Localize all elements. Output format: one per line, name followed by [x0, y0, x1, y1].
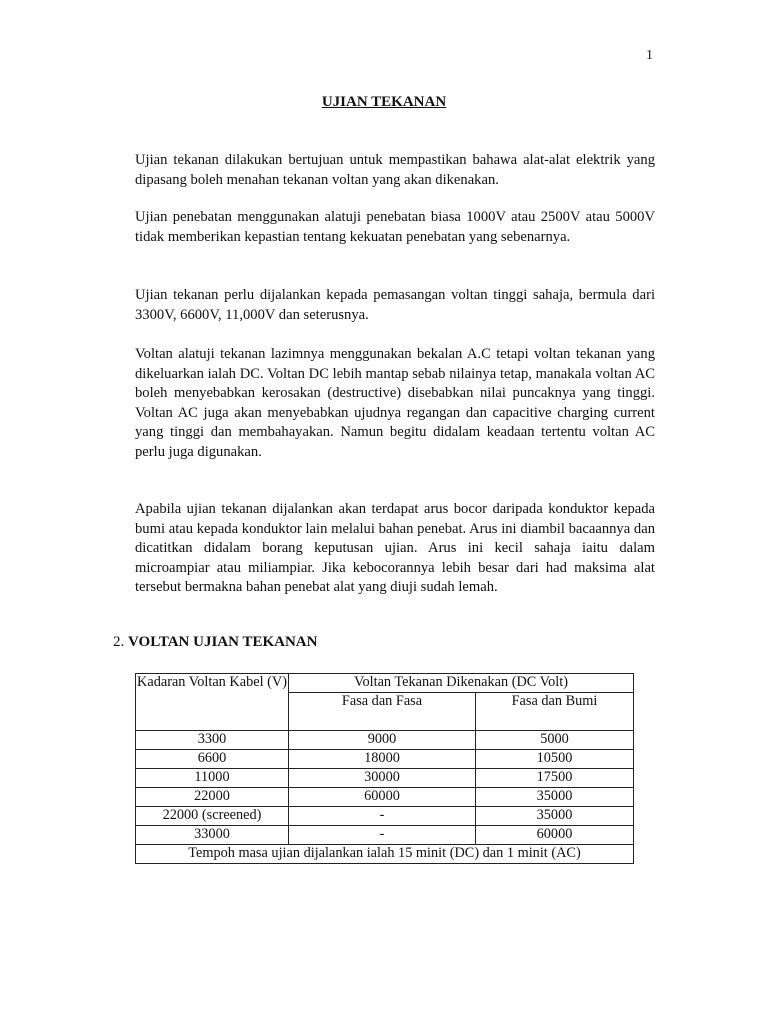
table-cell: 22000 — [136, 788, 289, 807]
table-note-row — [136, 845, 634, 864]
voltage-test-table — [135, 673, 634, 864]
paragraph-3: Ujian tekanan perlu dijalankan kepada pemasangan voltan tinggi sahaja, bermula dari 3300V, 6600V, 11,000V dan seterusnya. — [135, 287, 655, 323]
table-cell: - — [289, 826, 476, 845]
table-cell: 35000 — [476, 788, 634, 807]
page-number: 1 — [646, 48, 653, 63]
header-voltan-tekanan: Voltan Tekanan Dikenakan (DC Volt) — [289, 674, 634, 693]
table-cell: 9000 — [289, 731, 476, 750]
section-title: VOLTAN UJIAN TEKANAN — [128, 634, 318, 650]
table-cell: 35000 — [476, 807, 634, 826]
header-fasa-dan-bumi: Fasa dan Bumi — [476, 693, 634, 731]
section-heading — [113, 634, 317, 651]
section-number: 2. — [113, 634, 125, 650]
table-cell: 10500 — [476, 750, 634, 769]
table-row — [136, 826, 634, 845]
table-cell: 11000 — [136, 769, 289, 788]
paragraph-5: Apabila ujian tekanan dijalankan akan terdapat arus bocor daripada konduktor kepada bumi atau kepada konduktor lain melalui bahan penebat. Arus ini diambil bacaannya dan dicatitkan didalam borang keputusan ujian. Arus ini kecil sahaja iaitu dalam microampiar atau miliampiar. Jika kebocorannya lebih besar dari had maksima alat tersebut bermakna bahan penebat alat yang diuji sudah lemah. — [135, 501, 655, 595]
table-cell: 30000 — [289, 769, 476, 788]
table-cell: 6600 — [136, 750, 289, 769]
paragraph-2: Ujian penebatan menggunakan alatuji penebatan biasa 1000V atau 2500V atau 5000V tidak memberikan kepastian tentang kekuatan penebatan yang sebenarnya. — [135, 209, 655, 245]
table-row — [136, 769, 634, 788]
header-kadaran-voltan: Kadaran Voltan Kabel (V) — [136, 674, 289, 731]
table-row — [136, 807, 634, 826]
header-fasa-dan-fasa: Fasa dan Fasa — [289, 693, 476, 731]
table-cell: 33000 — [136, 826, 289, 845]
paragraph-4: Voltan alatuji tekanan lazimnya menggunakan bekalan A.C tetapi voltan tekanan yang dikeluarkan ialah DC. Voltan DC lebih mantap sebab nilainya tetap, manakala voltan AC boleh menyebabkan kerosakan (destructive) disebabkan nilai puncaknya yang tinggi. Voltan AC juga akan menyebabkan ujudnya regangan dan capacitive charging current yang tinggi dan membahayakan. Namun begitu didalam keadaan tertentu voltan AC perlu juga digunakan. — [135, 346, 655, 460]
table-header-row — [136, 674, 634, 693]
table-cell: 17500 — [476, 769, 634, 788]
table-row — [136, 750, 634, 769]
table-cell: 60000 — [476, 826, 634, 845]
table-cell: 18000 — [289, 750, 476, 769]
paragraph-1: Ujian tekanan dilakukan bertujuan untuk mempastikan bahawa alat-alat elektrik yang dipasang boleh menahan tekanan voltan yang akan dikenakan. — [135, 152, 655, 188]
table-row — [136, 731, 634, 750]
page-title: UJIAN TEKANAN — [321, 94, 447, 110]
table-cell: - — [289, 807, 476, 826]
table-cell: 5000 — [476, 731, 634, 750]
table-note: Tempoh masa ujian dijalankan ialah 15 minit (DC) dan 1 minit (AC) — [136, 845, 634, 864]
table-cell: 60000 — [289, 788, 476, 807]
table-cell: 3300 — [136, 731, 289, 750]
table-cell: 22000 (screened) — [136, 807, 289, 826]
table-row — [136, 788, 634, 807]
